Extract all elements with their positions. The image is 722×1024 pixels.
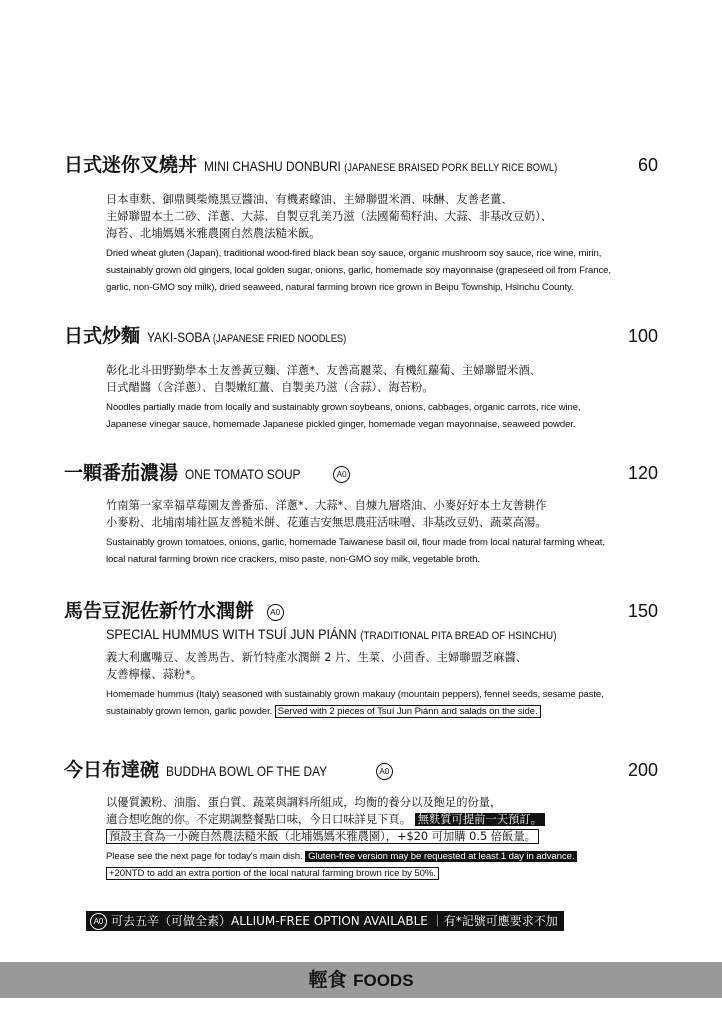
menu-item-chashu-donburi — [64, 152, 658, 296]
allium-free-legend: A0 可去五辛（可做全素）ALLIUM-FREE OPTION AVAILABLE ｜有*記號可應要求不加 — [86, 911, 564, 931]
allium-free-badge-icon: A0 — [376, 763, 393, 780]
description-en: Dried wheat gluten (Japan), traditional wood-fired black bean soy sauce, organic mushroom soy sauce, rice wine, mirin, sustainably grown old gingers, local golden sugar, onions, garlic, homemade soy mayonnaise (grapeseed oil from France, garlic, non-GMO soy milk), dried seaweed, natural farming brown rice grown in Beipu Township, Hsinchu County. — [106, 248, 611, 293]
item-price: 60 — [637, 155, 658, 175]
description-en: Noodles partially made from locally and sustainably grown soybeans, onions, cabbages, organic carrots, rice wine, Japanese vinegar sauce, homemade Japanese pickled ginger, homemade vegan mayonnaise, seaweed powder. — [106, 402, 581, 430]
item-title: 日式炒麵 YAKI-SOBA (JAPANESE FRIED NOODLES) — [64, 325, 346, 347]
rice-addon-note-en: +20NTD to add an extra portion of the local natural farming brown rice by 50%. — [106, 867, 439, 880]
description-en: Sustainably grown tomatoes, onions, garlic, homemade Taiwanese basil oil, flour made from local natural farming wheat, local natural farming brown rice crackers, miso paste, non-GMO soy milk, vegetable broth. — [106, 537, 605, 565]
description-zh: 以優質澱粉、油脂、蛋白質、蔬菜與調料所組成，均衡的養分以及飽足的份量， 適合想吃飽的你。不定期調整餐點口味，今日口味詳見下頁。 無麩質可提前一天預訂。 預設主食為一小碗自然農法糙米飯（北埔媽媽米雅農園），+$20 可加購 0.5 倍飯量。 — [106, 794, 658, 845]
item-price: 100 — [627, 326, 658, 346]
item-subtitle: SPECIAL HUMMUS WITH TSUÍ JUN PIÁNN (TRADITIONAL PITA BREAD OF HSINCHU) — [106, 626, 557, 642]
item-price: 120 — [627, 463, 658, 483]
item-description — [106, 649, 658, 720]
item-title: 一顆番茄濃湯 ONE TOMATO SOUP A0 — [64, 460, 658, 487]
description-zh: 竹南第一家幸福草莓園友善番茄、洋蔥*、大蒜*、自煉九層塔油、小麥好好本土友善耕作 小麥粉、北埔南埔社區友善糙米餅、花蓮吉安無思農莊活味噌、非基改豆奶、蔬菜高湯。 — [106, 499, 547, 529]
description-zh: 義大利鷹嘴豆、友善馬告、新竹特產水潤餅 2 片、生菜、小茴香、主婦聯盟芝麻醬、 友善檸檬、蒜粉*。 — [106, 651, 528, 681]
section-footer: 輕食 FOODS — [0, 962, 722, 998]
description-en: Homemade hummus (Italy) seasoned with sustainably grown makauy (mountain peppers), fennel seeds, sesame paste, sustainably grown lemon, garlic powder. Served with 2 pieces of Tsuí Jun Piánn and salads on the side. — [106, 689, 604, 717]
item-title: 日式迷你叉燒丼 MINI CHASHU DONBURI (JAPANESE BRAISED PORK BELLY RICE BOWL) — [64, 154, 557, 176]
item-price: 150 — [627, 601, 658, 621]
menu-item-yaki-soba — [64, 323, 658, 433]
item-description — [106, 191, 658, 296]
menu-item-hummus — [64, 598, 658, 720]
gluten-free-note-en: Gluten-free version may be requested at least 1 day in advance. — [305, 851, 577, 862]
side-salad-note: Served with 2 pieces of Tsuí Jun Piánn and salads on the side. — [275, 705, 541, 718]
gluten-free-note-zh: 無麩質可提前一天預訂。 — [415, 813, 545, 826]
description-en: Please see the next page for today's main dish. Gluten-free version may be requested at least 1 day in advance. +20NTD to add an extra portion of the local natural farming brown rice by 50%. — [106, 848, 658, 882]
rice-addon-note-zh: 預設主食為一小碗自然農法糙米飯（北埔媽媽米雅農園），+$20 可加購 0.5 倍飯量。 — [106, 829, 539, 844]
menu-item-buddha-bowl — [64, 757, 658, 882]
item-description — [106, 794, 658, 882]
description-zh: 日本車麩、御鼎興柴燒黑豆醬油、有機素蠔油、主婦聯盟米酒、味醂、友善老薑、 主婦聯盟本土二砂、洋蔥、大蒜、自製豆乳美乃滋（法國葡萄籽油、大蒜、非基改豆奶）、 海苔、北埔媽媽米雅農園自然農法糙米飯。 — [106, 193, 553, 240]
item-description — [106, 497, 658, 568]
item-price: 200 — [627, 760, 658, 780]
description-zh: 彰化北斗田野勤學本土友善黃豆麵、洋蔥*、友善高麗菜、有機紅蘿蔔、主婦聯盟米酒、 日式醋醬（含洋蔥）、自製嫩紅薑、自製美乃滋（含蒜）、海苔粉。 — [106, 364, 541, 394]
item-description — [106, 362, 658, 433]
allium-free-badge-icon: A0 — [267, 604, 284, 621]
item-title: 今日布達碗 BUDDHA BOWL OF THE DAY A0 — [64, 757, 658, 784]
allium-free-badge-icon: A0 — [333, 466, 350, 483]
item-title: 馬告豆泥佐新竹水潤餅 A0 — [64, 598, 658, 624]
allium-free-badge-icon: A0 — [90, 913, 107, 930]
menu-item-tomato-soup — [64, 460, 658, 568]
